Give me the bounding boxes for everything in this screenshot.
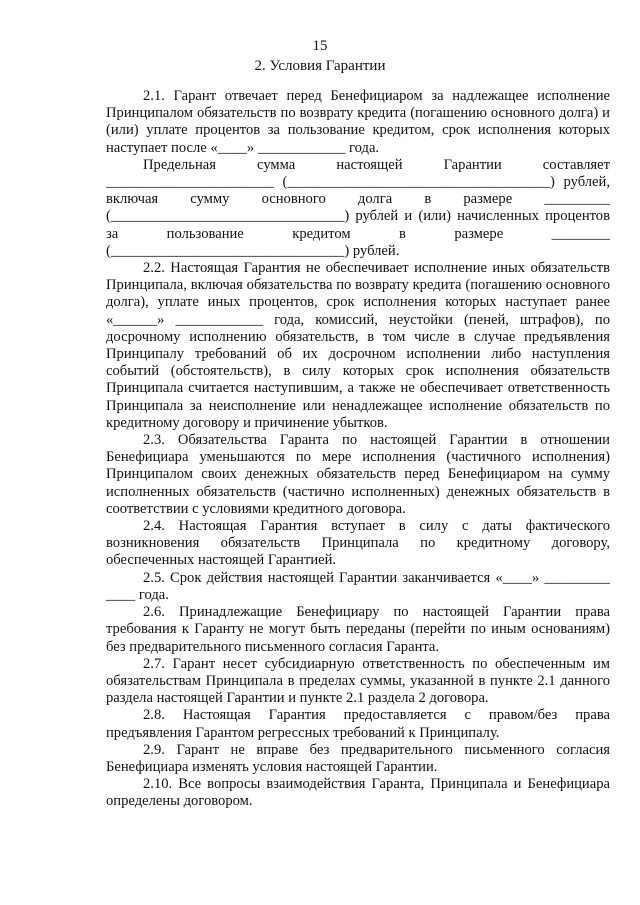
paragraph-2-2: 2.2. Настоящая Гарантия не обеспечивает исполнение иных обязательств Принципала, включая обязательства по возврату кредита (погашению основного долга), уплате иных процентов, срок исполнения которых наступает ранее «______» ____________ года, комиссий, неустойки (пеней, штрафов), по досрочному исполнению обязательств, в том числе в случае предъявления Принципалу требований об их досрочном исполнении либо наступления событий (обстоятельств), в силу которых срок исполнения обязательств Принципала считается наступившим, а также не обеспечивает ответственность Принципала за неисполнение или ненадлежащее исполнение обязательств по кредитному договору и причинение убытков. — [106, 260, 610, 431]
paragraph-2-3: 2.3. Обязательства Гаранта по настоящей Гарантии в отношении Бенефициара уменьшаются по мере исполнения (частичного исполнения) Принципалом своих денежных обязательств перед Бенефициаром на сумму исполненных обязательств (частично исполненных) денежных обязательств в соответствии с условиями кредитного договора. — [106, 432, 610, 517]
document-body — [106, 88, 610, 811]
paragraph-2-8: 2.8. Настоящая Гарантия предоставляется с правом/без права предъявления Гарантом регрессных требований к Принципалу. — [106, 707, 610, 741]
paragraph-guarantee-amount: Предельная сумма настоящей Гарантии составляет _______________________ (____________________________________) рублей, включая сумму основного долга в размере _________ (________________________________) рублей и (или) начисленных процентов за пользование кредитом в размере ________ (________________________________) рублей. — [106, 156, 610, 259]
paragraph-2-10: 2.10. Все вопросы взаимодействия Гаранта, Принципала и Бенефициара определены договором. — [106, 776, 610, 810]
paragraph-2-9: 2.9. Гарант не вправе без предварительного письменного согласия Бенефициара изменять условия настоящей Гарантии. — [106, 741, 610, 775]
paragraph-2-6: 2.6. Принадлежащие Бенефициару по настоящей Гарантии права требования к Гаранту не могут быть переданы (перейти по иным основаниям) без предварительного письменного согласия Гаранта. — [106, 604, 610, 655]
paragraph-2-4: 2.4. Настоящая Гарантия вступает в силу с даты фактического возникновения обязательств Принципала по кредитному договору, обеспеченных настоящей Гарантией. — [106, 518, 610, 569]
paragraph-2-7: 2.7. Гарант несет субсидиарную ответственность по обеспеченным им обязательствам Принципала в пределах суммы, указанной в пункте 2.1 данного раздела настоящей Гарантии и пункте 2.1 раздела 2 договора. — [106, 655, 610, 707]
page-number: 15 — [312, 38, 328, 54]
paragraph-2-1: 2.1. Гарант отвечает перед Бенефициаром за надлежащее исполнение Принципалом обязательств по возврату кредита (погашению основного долга) и (или) уплате процентов за пользование кредитом, срок исполнения которых наступает после «____» ____________ года. — [106, 88, 610, 156]
paragraph-2-5: 2.5. Срок действия настоящей Гарантии заканчивается «____» _________ ____ года. — [106, 569, 610, 603]
section-title: 2. Условия Гарантии — [254, 58, 386, 74]
